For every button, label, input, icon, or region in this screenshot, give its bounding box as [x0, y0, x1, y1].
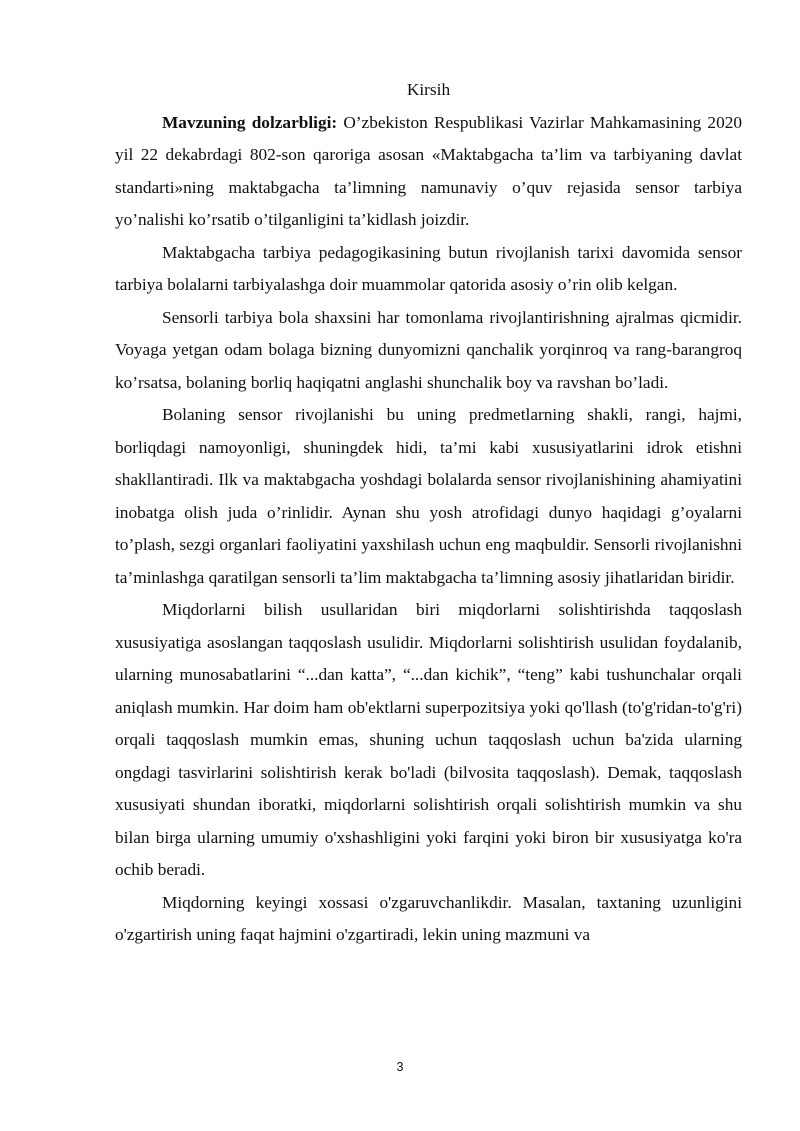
paragraph-sensory-development: Bolaning sensor rivojlanishi bu uning predmetlarning shakli, rangi, hajmi, borliqdagi namoyonligi, shuningdek hidi, ta’mi kabi xususiyatlarini idrok etishni shakllantiradi. Ilk va maktabgacha yoshdagi bolalarda sensor rivojlanishining ahamiyatini inobatga olish juda o’rinlidir. Aynan shu yosh atrofidagi dunyo haqidagi g’oyalarni to’plash, sezgi organlari faoliyatini yaxshilash uchun eng maqbuldir. Sensorli rivojlanishni ta’minlashga qaratilgan sensorli ta’lim maktabgacha ta’limning asosiy jihatlaridan biridir. — [115, 405, 742, 587]
relevance-text: O’zbekiston Respublikasi Vazirlar Mahkamasining 2020 yil 22 dekabrdagi 802-son qaroriga asosan «Maktabgacha ta’lim va tarbiyaning davlat standarti»ning maktabgacha ta’limning namunaviy o’quv rejasida sensor tarbiya yo’nalishi ko’rsatib o’tilganligini ta’kidlash joizdir. — [115, 112, 742, 229]
paragraph-relevance — [115, 107, 742, 237]
relevance-lead: Mavzuning dolzarbligi: — [162, 112, 338, 132]
section-title: Kirsih — [406, 80, 451, 99]
paragraph-sensory-upbringing: Sensorli tarbiya bola shaxsini har tomonlama rivojlantirishning ajralmas qicmidir. Voyaga yetgan odam bolaga bizning dunyomizni qanchalik yorqinroq va rang-barangroq ko’rsatsa, bolaning borliq haqiqatni anglashi shunchalik boy va ravshan bo’ladi. — [115, 307, 742, 392]
paragraph-history: Maktabgacha tarbiya pedagogikasining butun rivojlanish tarixi davomida sensor tarbiya bolalarni tarbiyalashga doir muammolar qatorida asosiy o’rin olib kelgan. — [115, 242, 742, 294]
paragraph-comparison: Miqdorlarni bilish usullaridan biri miqdorlarni solishtirishda taqqoslash xususiyatiga asoslangan taqqoslash usulidir. Miqdorlarni solishtirish usulidan foydalanib, ularning munosabatlarini “...dan katta”, “...dan kichik”, “teng” kabi tushunchalar orqali aniqlash mumkin. Har doim ham ob'ektlarni superpozitsiya yoki qo'llash (to'g'ridan-to'g'ri) orqali taqqoslash mumkin emas, shuning uchun taqqoslash uchun ba'zida ularning ongdagi tasvirlarini solishtirish kerak bo'ladi (bilvosita taqqoslash). Demak, taqqoslash xususiyati shundan iboratki, miqdorlarni solishtirish orqali solishtirish mumkin va shu bilan birga ularning umumiy o'xshashligini yoki farqini yoki biron bir xususiyatga ko'ra ochib beradi. — [115, 600, 742, 879]
page-number: 3 — [396, 1060, 404, 1074]
document-body — [115, 74, 742, 952]
paragraph-variability: Miqdorning keyingi xossasi o'zgaruvchanlikdir. Masalan, taxtaning uzunligini o'zgartirish uning faqat hajmini o'zgartiradi, lekin uning mazmuni va — [115, 892, 742, 944]
